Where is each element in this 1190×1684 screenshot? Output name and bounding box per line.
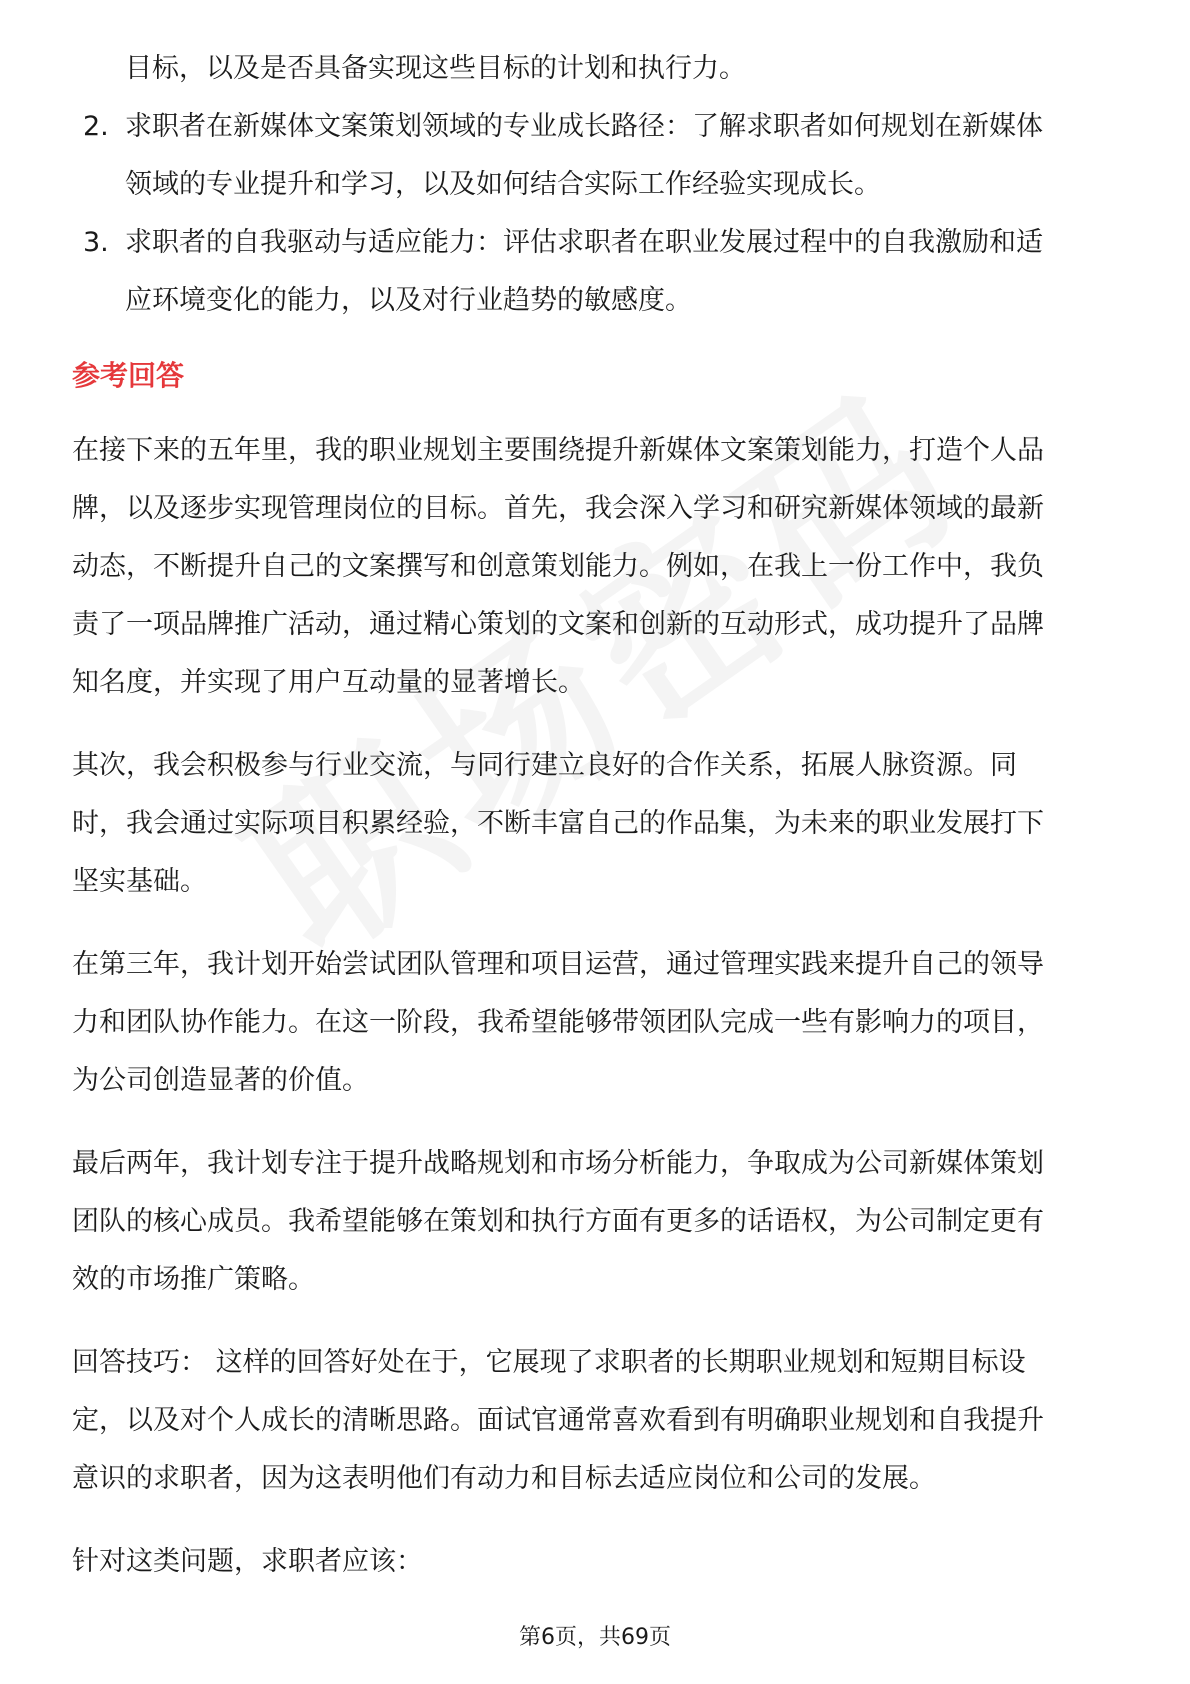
- list-item: [72, 98, 1122, 214]
- paragraph-line: 在第三年，我计划开始尝试团队管理和项目运营，通过管理实践来提升自己的领导: [72, 949, 1044, 980]
- list-item-line: 应环境变化的能力，以及对行业趋势的敏感度。: [125, 285, 692, 316]
- paragraph: [72, 737, 1122, 911]
- paragraph-line: 团队的核心成员。我希望能够在策划和执行方面有更多的话语权，为公司制定更有: [72, 1206, 1044, 1237]
- paragraph-line: 在接下来的五年里，我的职业规划主要围绕提升新媒体文案策划能力，打造个人品: [72, 435, 1044, 466]
- paragraph: [72, 1135, 1122, 1309]
- paragraph: [72, 422, 1122, 712]
- paragraph-line: 回答技巧： 这样的回答好处在于，它展现了求职者的长期职业规划和短期目标设: [72, 1347, 1026, 1378]
- list-item-line: 求职者在新媒体文案策划领域的专业成长路径：了解求职者如何规划在新媒体: [125, 111, 1043, 142]
- paragraph-line: 定，以及对个人成长的清晰思路。面试官通常喜欢看到有明确职业规划和自我提升: [72, 1405, 1044, 1436]
- paragraph-line: 坚实基础。: [72, 866, 207, 897]
- paragraph-line: 效的市场推广策略。: [72, 1264, 315, 1295]
- paragraph-line: 动态，不断提升自己的文案撰写和创意策划能力。例如，在我上一份工作中，我负: [72, 551, 1044, 582]
- page-footer: 第6页，共69页: [519, 1625, 671, 1650]
- list-item-line: 领域的专业提升和学习，以及如何结合实际工作经验实现成长。: [125, 169, 881, 200]
- section-heading: 参考回答: [72, 359, 185, 392]
- paragraph-line: 力和团队协作能力。在这一阶段，我希望能够带领团队完成一些有影响力的项目，: [72, 1007, 1044, 1038]
- paragraph-line: 知名度，并实现了用户互动量的显著增长。: [72, 667, 585, 698]
- numbered-list: [72, 98, 1122, 330]
- paragraph-tips: [72, 1334, 1122, 1508]
- paragraph-line: 意识的求职者，因为这表明他们有动力和目标去适应岗位和公司的发展。: [72, 1463, 936, 1494]
- intro-tail-line: 目标，以及是否具备实现这些目标的计划和执行力。: [125, 53, 746, 84]
- paragraph-line: 最后两年，我计划专注于提升战略规划和市场分析能力，争取成为公司新媒体策划: [72, 1148, 1044, 1179]
- list-item: [72, 214, 1122, 330]
- paragraph-line: 时，我会通过实际项目积累经验，不断丰富自己的作品集，为未来的职业发展打下: [72, 808, 1044, 839]
- list-item-line: 求职者的自我驱动与适应能力：评估求职者在职业发展过程中的自我激励和适: [125, 227, 1043, 258]
- list-item-number: 2.: [83, 111, 109, 142]
- paragraph-line: 为公司创造显著的价值。: [72, 1065, 369, 1096]
- document-page: [72, 40, 1122, 1616]
- paragraph-line: 牌，以及逐步实现管理岗位的目标。首先，我会深入学习和研究新媒体领域的最新: [72, 493, 1044, 524]
- paragraph-line: 责了一项品牌推广活动，通过精心策划的文案和创新的互动形式，成功提升了品牌: [72, 609, 1044, 640]
- list-item-number: 3.: [83, 227, 109, 258]
- paragraph-line: 其次，我会积极参与行业交流，与同行建立良好的合作关系，拓展人脉资源。同: [72, 750, 1017, 781]
- paragraph-line: 针对这类问题，求职者应该：: [72, 1546, 423, 1577]
- paragraph: [72, 936, 1122, 1110]
- paragraph: [72, 1533, 1122, 1591]
